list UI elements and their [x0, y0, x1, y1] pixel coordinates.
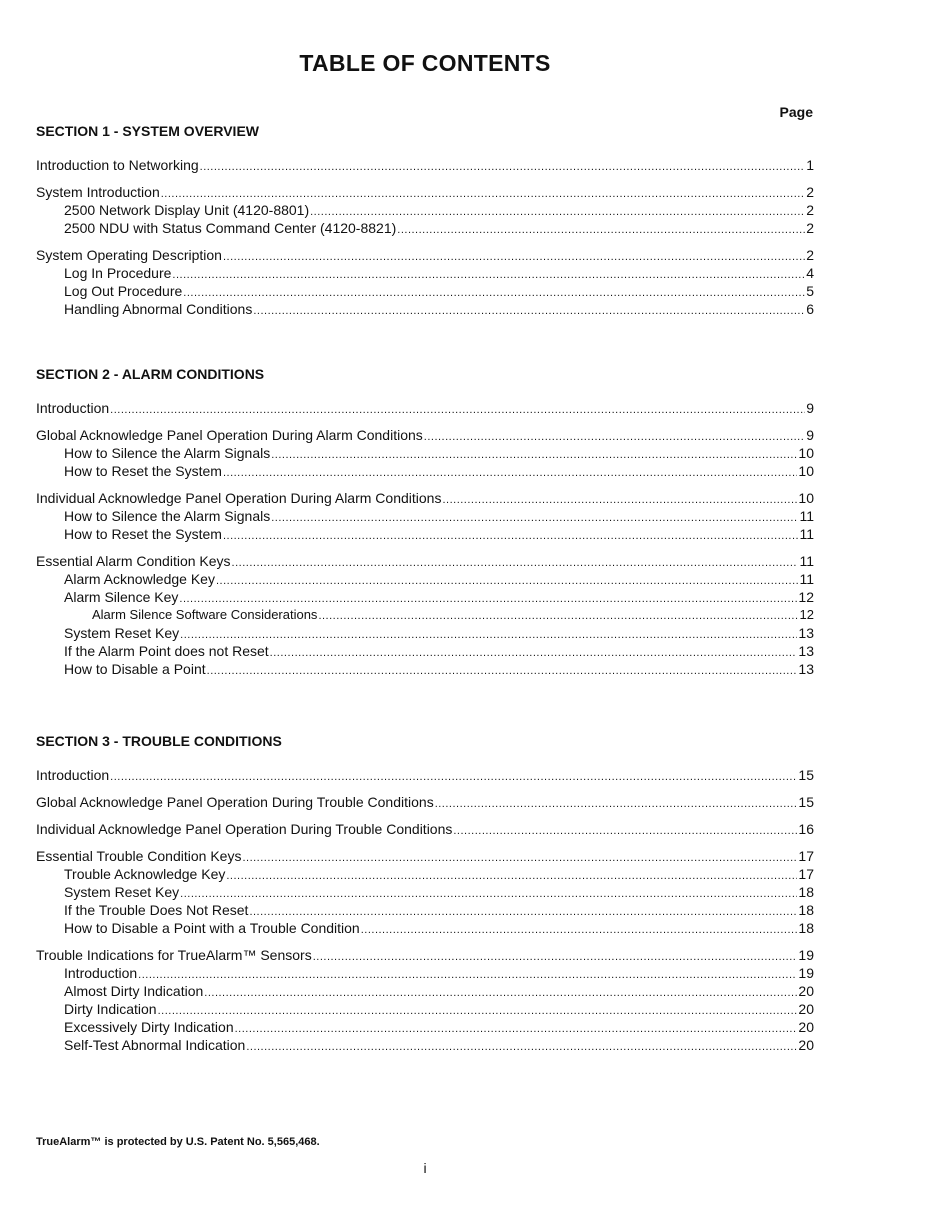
- toc-entry-title: Almost Dirty Indication: [64, 983, 204, 999]
- dot-leader: [223, 527, 799, 545]
- toc-entry[interactable]: [36, 793, 814, 811]
- toc-entry[interactable]: [36, 462, 814, 480]
- dot-leader: [271, 509, 798, 527]
- toc-entry-title: Alarm Acknowledge Key: [64, 571, 215, 587]
- toc-entry-page: 10: [798, 463, 814, 479]
- toc-entry-page: 15: [798, 794, 814, 810]
- toc-entry[interactable]: [36, 865, 814, 883]
- toc-entry-title: Log In Procedure: [64, 265, 172, 281]
- toc-entry[interactable]: [36, 766, 814, 784]
- dot-leader: [204, 984, 797, 1002]
- toc-entry-title: System Operating Description: [36, 247, 222, 263]
- toc-entry[interactable]: [36, 624, 814, 642]
- toc-entry-page: 16: [798, 821, 814, 837]
- toc-entry[interactable]: [36, 883, 814, 901]
- toc-entry[interactable]: [36, 946, 814, 964]
- toc-entry-title: System Reset Key: [64, 884, 180, 900]
- dot-leader: [110, 768, 797, 786]
- toc-entry-page: 20: [798, 983, 814, 999]
- toc-section-2: [36, 365, 814, 678]
- toc-entry-page: 18: [798, 884, 814, 900]
- toc-entry-page: 20: [798, 1019, 814, 1035]
- toc-entry-title: How to Silence the Alarm Signals: [64, 445, 271, 461]
- toc-section-1: [36, 122, 814, 318]
- toc-entry-title: Handling Abnormal Conditions: [64, 301, 253, 317]
- toc-entry[interactable]: [36, 183, 814, 201]
- dot-leader: [183, 284, 805, 302]
- toc-entry-title: If the Alarm Point does not Reset: [64, 643, 269, 659]
- dot-leader: [200, 158, 806, 176]
- toc-entry[interactable]: [36, 489, 814, 507]
- toc-entry-title: If the Trouble Does Not Reset: [64, 902, 249, 918]
- toc-entry-page: 17: [798, 866, 814, 882]
- toc-entry[interactable]: [36, 982, 814, 1000]
- toc-entry[interactable]: [36, 1036, 814, 1054]
- toc-entry[interactable]: [36, 847, 814, 865]
- dot-leader: [223, 464, 797, 482]
- toc-entry-title: Dirty Indication: [64, 1001, 157, 1017]
- footer-note: TrueAlarm™ is protected by U.S. Patent No. 5,565,468.: [36, 1136, 320, 1148]
- toc-entry-title: How to Disable a Point: [64, 661, 206, 677]
- dot-leader: [110, 401, 805, 419]
- toc-entry[interactable]: [36, 606, 814, 624]
- toc-entry[interactable]: [36, 820, 814, 838]
- toc-entry-page: 2: [806, 184, 814, 200]
- toc-entry-page: 13: [798, 625, 814, 641]
- toc-entry-title: Introduction to Networking: [36, 157, 199, 173]
- toc-entry[interactable]: [36, 300, 814, 318]
- toc-entry-title: How to Reset the System: [64, 463, 222, 479]
- toc-entry-page: 6: [806, 301, 814, 317]
- toc-entry[interactable]: [36, 552, 814, 570]
- page-number: i: [423, 1160, 427, 1176]
- toc-entry-title: Alarm Silence Key: [64, 589, 179, 605]
- dot-leader: [424, 428, 805, 446]
- toc-entry-page: 20: [798, 1037, 814, 1053]
- dot-leader: [180, 885, 797, 903]
- toc-entry-page: 11: [799, 553, 814, 569]
- toc-entry-page: 19: [798, 947, 814, 963]
- dot-leader: [313, 948, 798, 966]
- toc-entry-page: 12: [798, 589, 814, 605]
- toc-entry-title: Individual Acknowledge Panel Operation During Trouble Conditions: [36, 821, 453, 837]
- toc-entry-page: 13: [798, 661, 814, 677]
- toc-entry-page: 9: [806, 427, 814, 443]
- toc-entry[interactable]: [36, 246, 814, 264]
- toc-entry-title: Individual Acknowledge Panel Operation During Alarm Conditions: [36, 490, 442, 506]
- dot-leader: [223, 248, 805, 266]
- toc-entry-title: Trouble Acknowledge Key: [64, 866, 226, 882]
- dot-leader: [207, 662, 798, 680]
- toc-entry[interactable]: [36, 525, 814, 543]
- toc-entry-page: 11: [799, 526, 814, 542]
- toc-entry-title: How to Reset the System: [64, 526, 222, 542]
- toc-entry[interactable]: [36, 570, 814, 588]
- dot-leader: [242, 849, 797, 867]
- dot-leader: [158, 1002, 798, 1020]
- toc-entry-title: 2500 Network Display Unit (4120-8801): [64, 202, 310, 218]
- toc-entry-title: System Introduction: [36, 184, 160, 200]
- toc-entry-page: 2: [806, 220, 814, 236]
- dot-leader: [180, 626, 797, 644]
- toc-entry-page: 5: [806, 283, 814, 299]
- toc-entry[interactable]: [36, 444, 814, 462]
- toc-entry[interactable]: [36, 507, 814, 525]
- toc-entry-title: How to Silence the Alarm Signals: [64, 508, 271, 524]
- dot-leader: [246, 1038, 797, 1056]
- toc-entry-title: Alarm Silence Software Considerations: [92, 607, 318, 622]
- dot-leader: [235, 1020, 798, 1038]
- toc-entry-page: 19: [798, 965, 814, 981]
- toc-entry-title: 2500 NDU with Status Command Center (4120-8821): [64, 220, 397, 236]
- dot-leader: [232, 554, 799, 572]
- section-heading: SECTION 1 - SYSTEM OVERVIEW: [36, 123, 260, 139]
- section-heading: SECTION 3 - TROUBLE CONDITIONS: [36, 733, 282, 749]
- toc-entry-page: 20: [798, 1001, 814, 1017]
- toc-entry[interactable]: [36, 919, 814, 937]
- toc-entry[interactable]: [36, 660, 814, 678]
- dot-leader: [172, 266, 805, 284]
- toc-entry-page: 9: [806, 400, 814, 416]
- dot-leader: [226, 867, 797, 885]
- toc-entry-title: System Reset Key: [64, 625, 180, 641]
- toc-entry-title: Essential Alarm Condition Keys: [36, 553, 231, 569]
- dot-leader: [397, 221, 805, 239]
- toc-entry-page: 12: [799, 607, 814, 622]
- toc-entry-title: Introduction: [36, 767, 110, 783]
- toc-entry[interactable]: [36, 219, 814, 237]
- dot-leader: [271, 446, 797, 464]
- toc-entry-page: 11: [799, 571, 814, 587]
- toc-entry-title: Excessively Dirty Indication: [64, 1019, 234, 1035]
- toc-entry[interactable]: [36, 156, 814, 174]
- toc-entry-page: 10: [798, 445, 814, 461]
- dot-leader: [361, 921, 798, 939]
- toc-entry-title: Self-Test Abnormal Indication: [64, 1037, 246, 1053]
- toc-entry-title: Trouble Indications for TrueAlarm™ Sensors: [36, 947, 312, 963]
- toc-entry-title: Introduction: [64, 965, 138, 981]
- toc-entry[interactable]: [36, 399, 814, 417]
- dot-leader: [216, 572, 798, 590]
- toc-entry[interactable]: [36, 1018, 814, 1036]
- toc-entry-page: 2: [806, 202, 814, 218]
- dot-leader: [442, 491, 797, 509]
- toc-entry[interactable]: [36, 282, 814, 300]
- toc-entry-page: 10: [798, 490, 814, 506]
- toc-entry-title: Global Acknowledge Panel Operation During Trouble Conditions: [36, 794, 434, 810]
- dot-leader: [435, 795, 798, 813]
- toc-entry-page: 18: [798, 920, 814, 936]
- page-title: TABLE OF CONTENTS: [299, 50, 551, 76]
- toc-entry[interactable]: [36, 901, 814, 919]
- toc-entry-title: Log Out Procedure: [64, 283, 183, 299]
- toc-entry-title: How to Disable a Point with a Trouble Condition: [64, 920, 360, 936]
- dot-leader: [270, 644, 798, 662]
- toc-section-3: [36, 732, 814, 1054]
- toc-entry[interactable]: [36, 426, 814, 444]
- toc-entry-page: 18: [798, 902, 814, 918]
- dot-leader: [253, 302, 805, 320]
- toc-entry[interactable]: [36, 588, 814, 606]
- toc-entry-page: 2: [806, 247, 814, 263]
- toc-entry-title: Essential Trouble Condition Keys: [36, 848, 242, 864]
- dot-leader: [453, 822, 797, 840]
- toc-entry-page: 11: [799, 508, 814, 524]
- toc-entry-page: 4: [806, 265, 814, 281]
- dot-leader: [138, 966, 797, 984]
- toc-entry[interactable]: [36, 264, 814, 282]
- toc-entry-page: 13: [798, 643, 814, 659]
- section-heading: SECTION 2 - ALARM CONDITIONS: [36, 366, 265, 382]
- toc-entry[interactable]: [36, 1000, 814, 1018]
- toc-entry-page: 15: [798, 767, 814, 783]
- page-column-label: Page: [779, 104, 813, 120]
- dot-leader: [318, 607, 798, 625]
- toc-entry[interactable]: [36, 201, 814, 219]
- toc-entry-page: 17: [798, 848, 814, 864]
- toc-entry-title: Global Acknowledge Panel Operation During Alarm Conditions: [36, 427, 423, 443]
- toc-entry[interactable]: [36, 642, 814, 660]
- toc-entry-title: Introduction: [36, 400, 110, 416]
- toc-entry[interactable]: [36, 964, 814, 982]
- toc-entry-page: 1: [806, 157, 814, 173]
